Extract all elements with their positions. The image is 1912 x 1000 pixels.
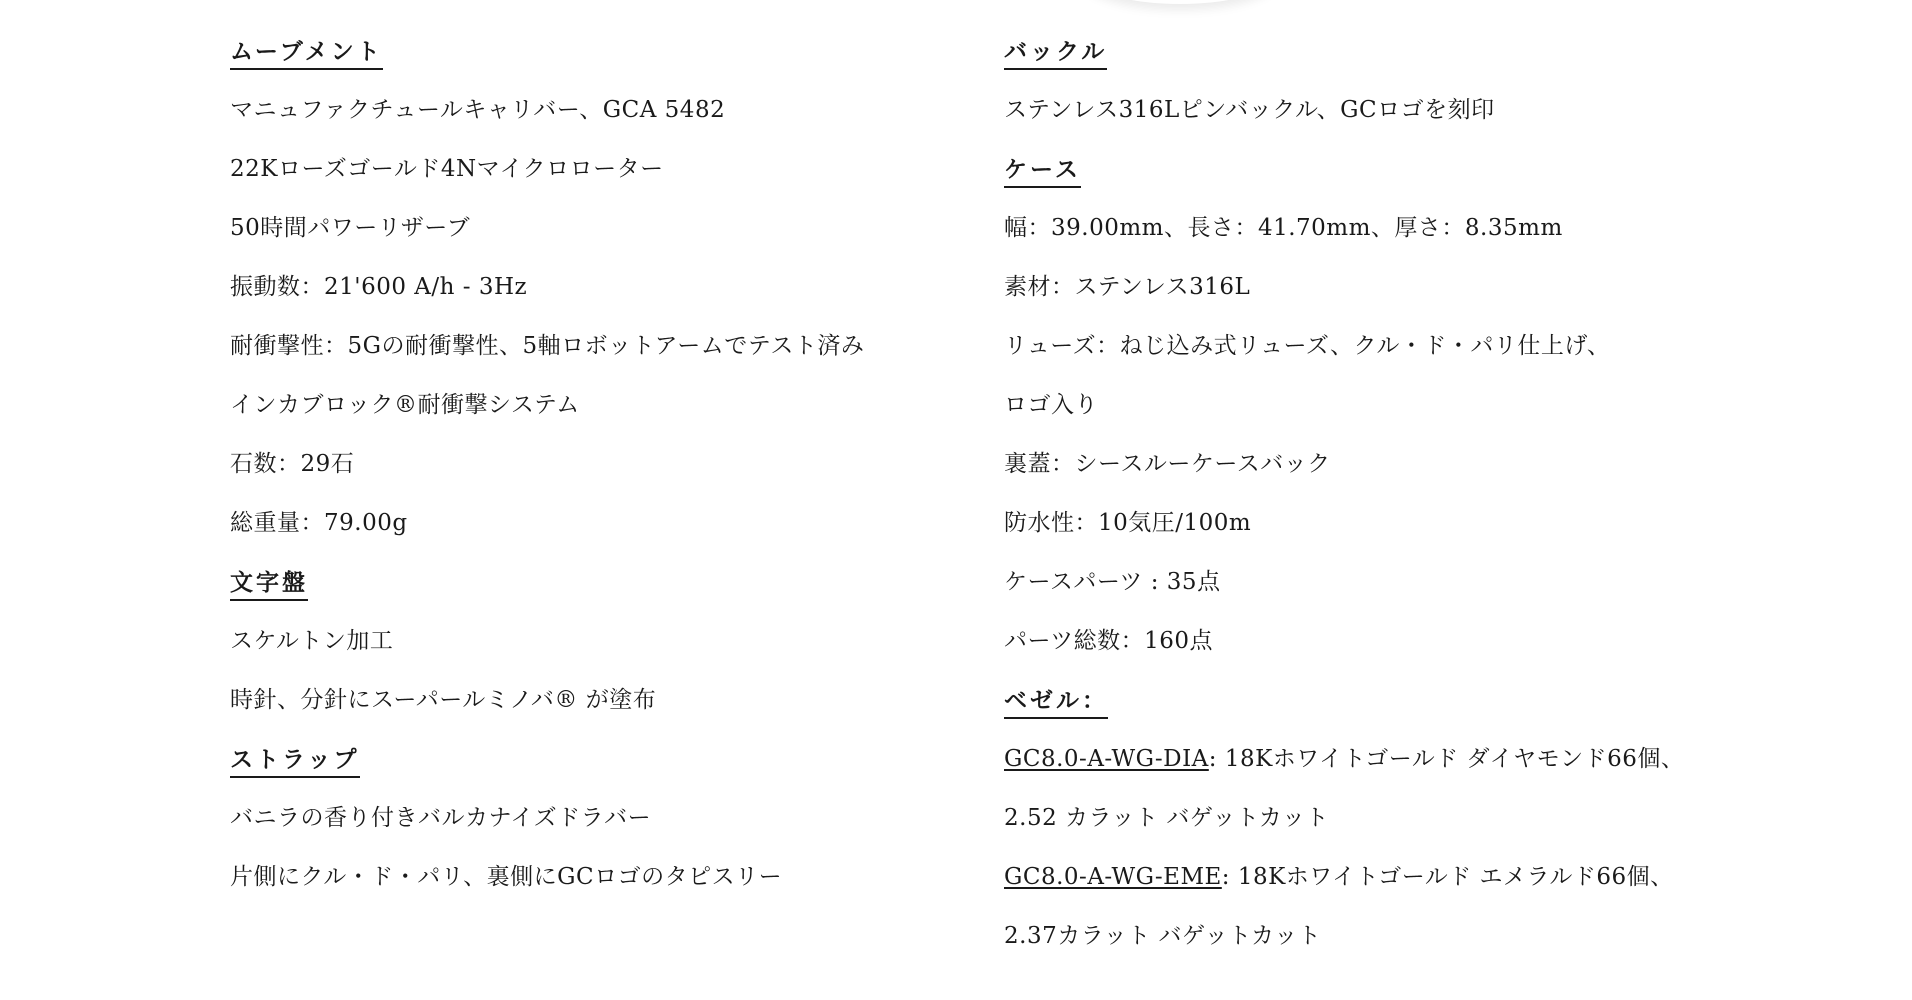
bezel-variant-emerald <box>1004 848 1764 907</box>
bezel-desc-eme: : 18Kホワイトゴールド エメラルド66個、 <box>1221 864 1674 890</box>
movement-weight: 総重量：79.00g <box>230 510 408 536</box>
bezel-model-link-eme[interactable]: GC8.0-A-WG-EME <box>1004 864 1222 890</box>
right-spec-column <box>1004 22 1764 966</box>
movement-frequency: 振動数：21'600 A/h - 3Hz <box>230 274 528 300</box>
case-crown: リューズ：ねじ込み式リューズ、クル・ド・パリ仕上げ、 <box>1004 333 1611 359</box>
bezel-variant-diamond <box>1004 730 1764 789</box>
movement-caliber: マニュファクチュールキャリバー、GCA 5482 <box>230 97 726 123</box>
strap-material: バニラの香り付きバルカナイズドラバー <box>230 805 652 831</box>
movement-incabloc: インカブロック®耐衝撃システム <box>230 392 580 418</box>
case-parts: ケースパーツ : 35点 <box>1004 569 1221 595</box>
case-heading: ケース <box>1004 140 1764 199</box>
bezel-heading: ベゼル： <box>1004 671 1764 730</box>
left-spec-column <box>230 22 970 907</box>
movement-shock-resistance: 耐衝撃性：5Gの耐衝撃性、5軸ロボットアームでテスト済み <box>230 333 865 359</box>
top-decorative-shape <box>1080 0 1280 4</box>
bezel-desc-dia: : 18Kホワイトゴールド ダイヤモンド66個、 <box>1208 746 1685 772</box>
dial-heading: 文字盤 <box>230 553 970 612</box>
movement-heading: ムーブメント <box>230 22 970 81</box>
case-crown-cont: ロゴ入り <box>1004 392 1098 418</box>
strap-heading: ストラップ <box>230 730 970 789</box>
case-material: 素材：ステンレス316L <box>1004 274 1251 300</box>
case-water-resistance: 防水性：10気圧/100m <box>1004 510 1252 536</box>
movement-jewels: 石数：29石 <box>230 451 355 477</box>
bezel-model-link-dia[interactable]: GC8.0-A-WG-DIA <box>1004 746 1209 772</box>
movement-power-reserve: 50時間パワーリザーブ <box>230 215 471 241</box>
buckle-heading: バックル <box>1004 22 1764 81</box>
total-parts: パーツ総数：160点 <box>1004 628 1213 654</box>
dial-skeleton: スケルトン加工 <box>230 628 394 654</box>
strap-finish: 片側にクル・ド・パリ、裏側にGCロゴのタピスリー <box>230 864 783 890</box>
bezel-variant-diamond-cont: 2.52 カラット バゲットカット <box>1004 805 1330 831</box>
dial-superluminova: 時針、分針にスーパールミノバ® が塗布 <box>230 687 657 713</box>
case-caseback: 裏蓋：シースルーケースバック <box>1004 451 1331 477</box>
buckle-description: ステンレス316Lピンバックル、GCロゴを刻印 <box>1004 97 1495 123</box>
case-dimensions: 幅：39.00mm、長さ：41.70mm、厚さ：8.35mm <box>1004 215 1563 241</box>
movement-rotor: 22Kローズゴールド4Nマイクロローター <box>230 156 664 182</box>
bezel-variant-emerald-cont: 2.37カラット バゲットカット <box>1004 923 1322 949</box>
